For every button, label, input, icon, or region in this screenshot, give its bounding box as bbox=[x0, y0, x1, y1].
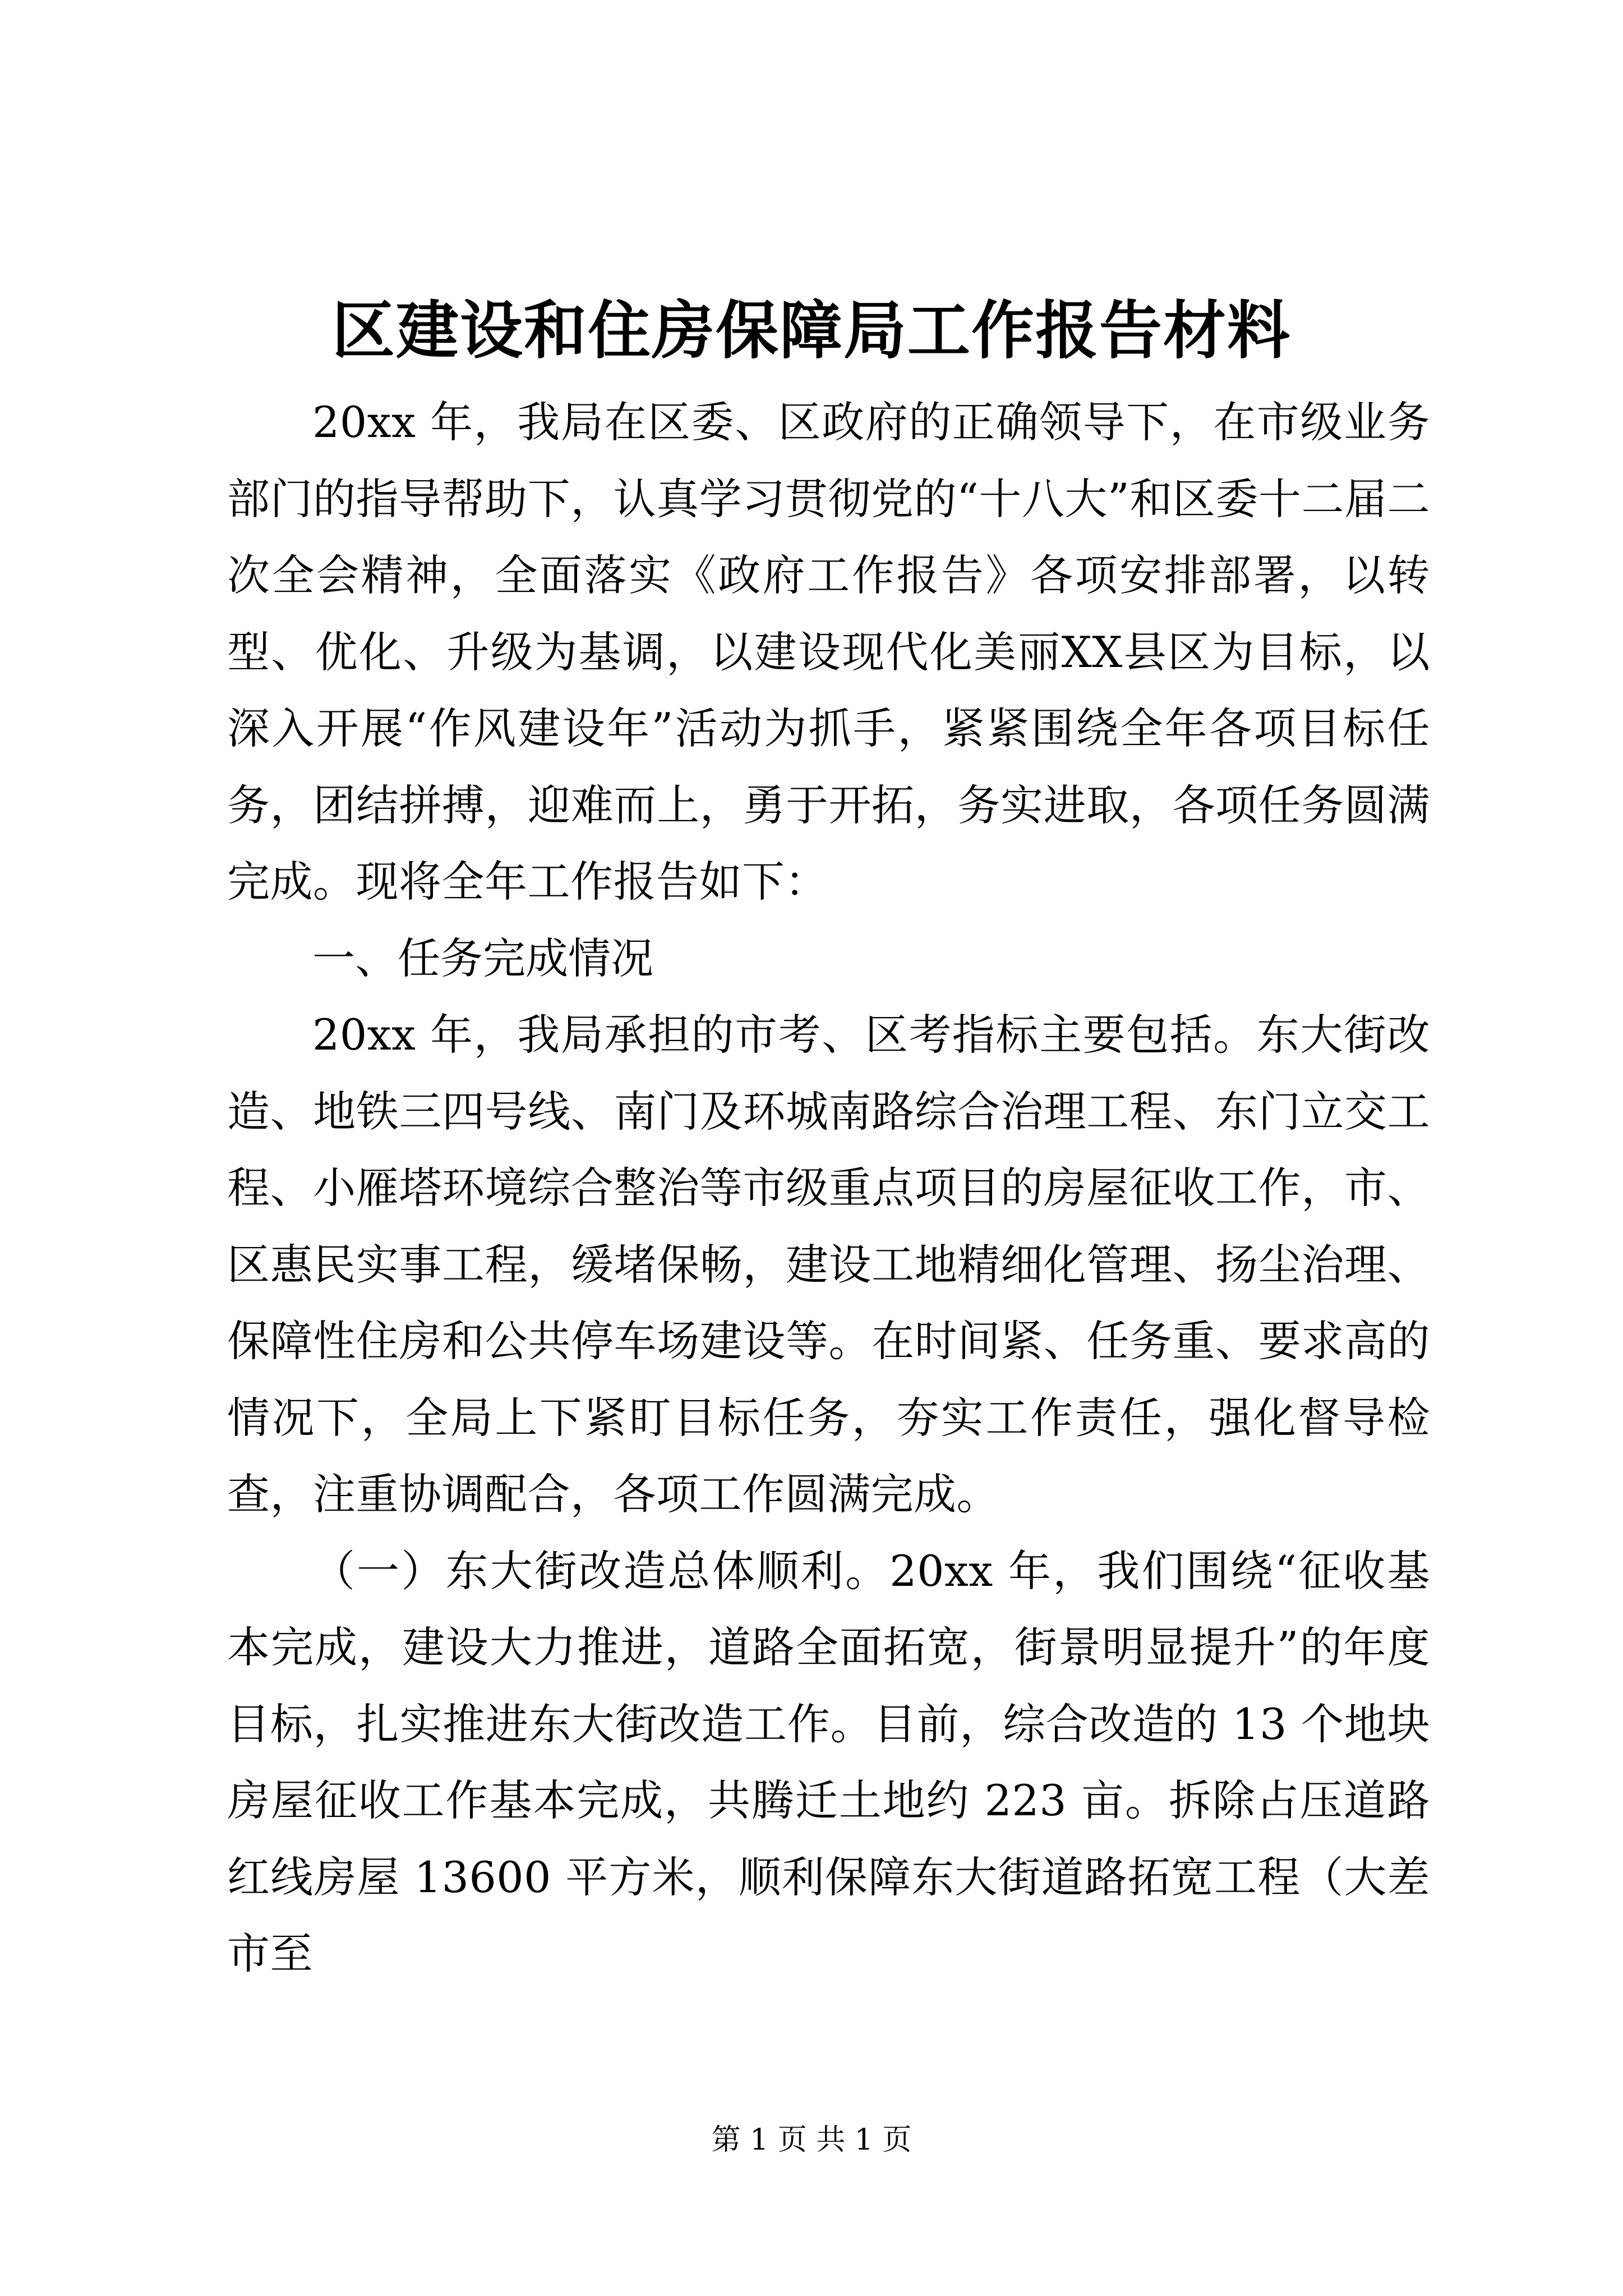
page-footer: 第 1 页 共 1 页 bbox=[711, 2123, 912, 2157]
section-heading-task-completion: 一、任务完成情况 bbox=[312, 933, 653, 983]
document-title: 区建设和住房保障局工作报告材料 bbox=[332, 294, 1291, 367]
document-body bbox=[227, 384, 1430, 1993]
intro-paragraph: 20xx 年，我局在区委、区政府的正确领导下，在市级业务部门的指导帮助下，认真学习贯彻党的“十八大”和区委十二届二次全会精神，全面落实《政府工作报告》各项安排部署，以转型、优化、升级为基调，以建设现代化美丽XX县区为目标，以深入开展“作风建设年”活动为抓手，紧紧围绕全年各项目标任务，团结拼搏，迎难而上，勇于开拓，务实进取，各项任务圆满完成。现将全年工作报告如下： bbox=[227, 397, 1430, 907]
task-summary-paragraph: 20xx 年，我局承担的市考、区考指标主要包括。东大街改造、地铁三四号线、南门及环城南路综合治理工程、东门立交工程、小雁塔环境综合整治等市级重点项目的房屋征收工作，市、区惠民实事工程，缓堵保畅，建设工地精细化管理、扬尘治理、保障性住房和公共停车场建设等。在时间紧、任务重、要求高的情况下，全局上下紧盯目标任务，夯实工作责任，强化督导检查，注重协调配合，各项工作圆满完成。 bbox=[227, 1010, 1430, 1519]
east-street-paragraph: （一）东大街改造总体顺利。20xx 年，我们围绕“征收基本完成，建设大力推进，道路全面拓宽，街景明显提升”的年度目标，扎实推进东大街改造工作。目前，综合改造的 13 个地块房屋征收工作基本完成，共腾迁土地约 223 亩。拆除占压道路红线房屋 13600 平方米，顺利保障东大街道路拓宽工程（大差市至 bbox=[227, 1545, 1430, 1978]
